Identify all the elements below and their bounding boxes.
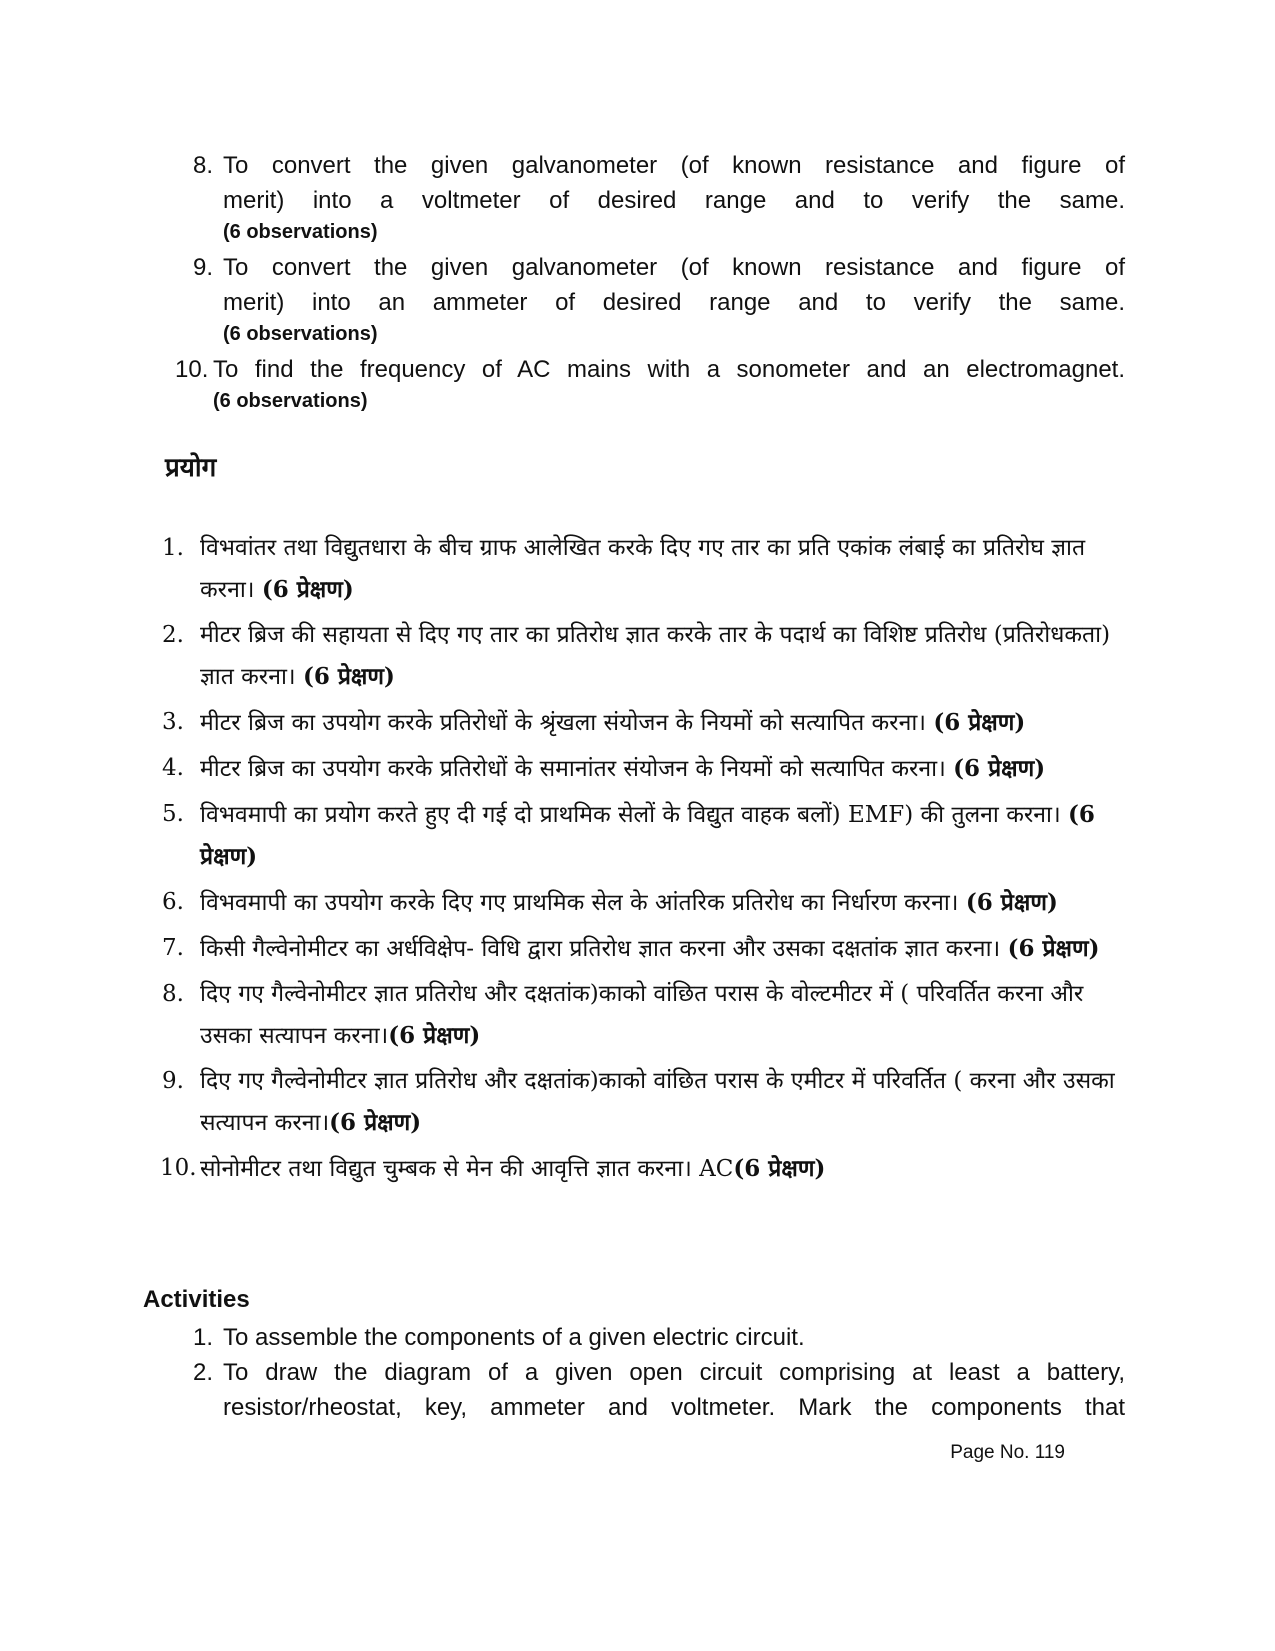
observation-count: (6 प्रेक्षण): [965, 889, 1058, 916]
list-item: [162, 1148, 1122, 1190]
item-text: विभवमापी का उपयोग करके दिए गए प्राथमिक सेल के आंतरिक प्रतिरोध का निर्धारण करना।: [200, 890, 959, 916]
item-text-line: merit) into a voltmeter of desired range and to verify the same.: [223, 187, 1125, 214]
item-text: मीटर ब्रिज की सहायता से दिए गए तार का प्रतिरोध ज्ञात करके तार के पदार्थ का विशिष्ट प्रतिरोध (प्रतिरोधकता) ज्ञात करना।: [200, 622, 1111, 690]
list-item: [162, 928, 1122, 970]
item-text-line: merit) into an ammeter of desired range and to verify the same.: [223, 289, 1125, 316]
item-text: To assemble the components of a given electric circuit.: [223, 1324, 805, 1351]
observation-count: (6 प्रेक्षण): [200, 801, 1095, 870]
observation-count: (6 प्रेक्षण): [933, 709, 1026, 736]
item-number: 10.: [160, 1155, 197, 1181]
item-number: 5.: [162, 801, 184, 827]
item-number: 9.: [192, 254, 213, 281]
list-item: [162, 974, 1122, 1057]
observation-count: (6 observations): [223, 323, 378, 345]
item-text: किसी गैल्वेनोमीटर का अर्धविक्षेप- विधि द्वारा प्रतिरोध ज्ञात करना और उसका दक्षतांक ज्ञात करना।: [200, 936, 1001, 962]
item-text: दिए गए गैल्वेनोमीटर ज्ञात प्रतिरोध और दक्षतांक)काको वांछित परास के एमीटर में परिवर्तित ( करना और उसका सत्यापन करना।: [200, 1068, 1115, 1136]
item-number: 2.: [162, 622, 184, 648]
list-item: [175, 148, 1125, 250]
list-item: [162, 748, 1122, 790]
item-text: विभवमापी का प्रयोग करते हुए दी गई दो प्राथमिक सेलों के विद्युत वाहक बलों) EMF) की तुलना करना।: [200, 802, 1061, 828]
item-text-line: To convert the given galvanometer (of known resistance and figure of: [223, 152, 1125, 179]
item-text: मीटर ब्रिज का उपयोग करके प्रतिरोधों के श्रृंखला संयोजन के नियमों को सत्यापित करना।: [200, 710, 927, 736]
hindi-experiment-list: [162, 528, 1122, 1194]
item-text: To draw the diagram of a given open circuit comprising at least a battery, resistor/rheostat, key, ammeter and voltmeter. Mark the components that: [223, 1359, 1125, 1421]
item-number: 4.: [162, 755, 184, 781]
list-item: [175, 1320, 1125, 1355]
item-number: 8.: [192, 152, 213, 179]
item-number: 7.: [162, 935, 184, 961]
list-item: [162, 615, 1122, 698]
item-text: मीटर ब्रिज का उपयोग करके प्रतिरोधों के समानांतर संयोजन के नियमों को सत्यापित करना।: [200, 756, 946, 782]
list-item: [175, 1355, 1125, 1425]
item-number: 3.: [162, 709, 184, 735]
observation-count: (6 प्रेक्षण): [261, 576, 354, 603]
observation-count: (6 प्रेक्षण): [302, 663, 395, 690]
item-text: सोनोमीटर तथा विद्युत चुम्बक से मेन की आवृत्ति ज्ञात करना। AC: [200, 1156, 734, 1182]
list-item: [175, 250, 1125, 352]
item-number: 1.: [192, 1324, 213, 1351]
list-item: [162, 1061, 1122, 1144]
page-number: Page No. 119: [950, 1442, 1065, 1463]
observation-count: (6 प्रेक्षण): [388, 1022, 481, 1049]
activities-list: [175, 1320, 1125, 1425]
list-item: [162, 702, 1122, 744]
observation-count: (6 प्रेक्षण): [733, 1155, 826, 1182]
item-number: 10.: [175, 356, 209, 383]
item-number: 2.: [192, 1359, 213, 1386]
observation-count: (6 प्रेक्षण): [329, 1109, 422, 1136]
observation-count: (6 observations): [223, 221, 378, 243]
item-number: 6.: [162, 889, 184, 915]
list-item: [175, 352, 1125, 419]
observation-count: (6 प्रेक्षण): [1007, 935, 1100, 962]
item-number: 8.: [162, 981, 184, 1007]
english-experiment-list: [175, 148, 1125, 419]
item-text-line: To convert the given galvanometer (of known resistance and figure of: [223, 254, 1125, 281]
item-text: विभवांतर तथा विद्युतधारा के बीच ग्राफ आलेखित करके दिए गए तार का प्रति एकांक लंबाई का प्रतिरोघ ज्ञात करना।: [200, 535, 1086, 603]
section-heading: प्रयोग: [165, 453, 217, 483]
item-text: दिए गए गैल्वेनोमीटर ज्ञात प्रतिरोध और दक्षतांक)काको वांछित परास के वोल्टमीटर में ( परिवर्तित करना और उसका सत्यापन करना।: [200, 981, 1084, 1049]
observation-count: (6 प्रेक्षण): [953, 755, 1046, 782]
list-item: [162, 794, 1122, 878]
item-number: 9.: [162, 1068, 184, 1094]
observation-count: (6 observations): [213, 390, 368, 412]
item-number: 1.: [162, 535, 184, 561]
list-item: [162, 528, 1122, 611]
item-text-line: To find the frequency of AC mains with a sonometer and an electromagnet.: [213, 356, 1125, 383]
list-item: [162, 882, 1122, 924]
section-heading: Activities: [143, 1286, 250, 1313]
